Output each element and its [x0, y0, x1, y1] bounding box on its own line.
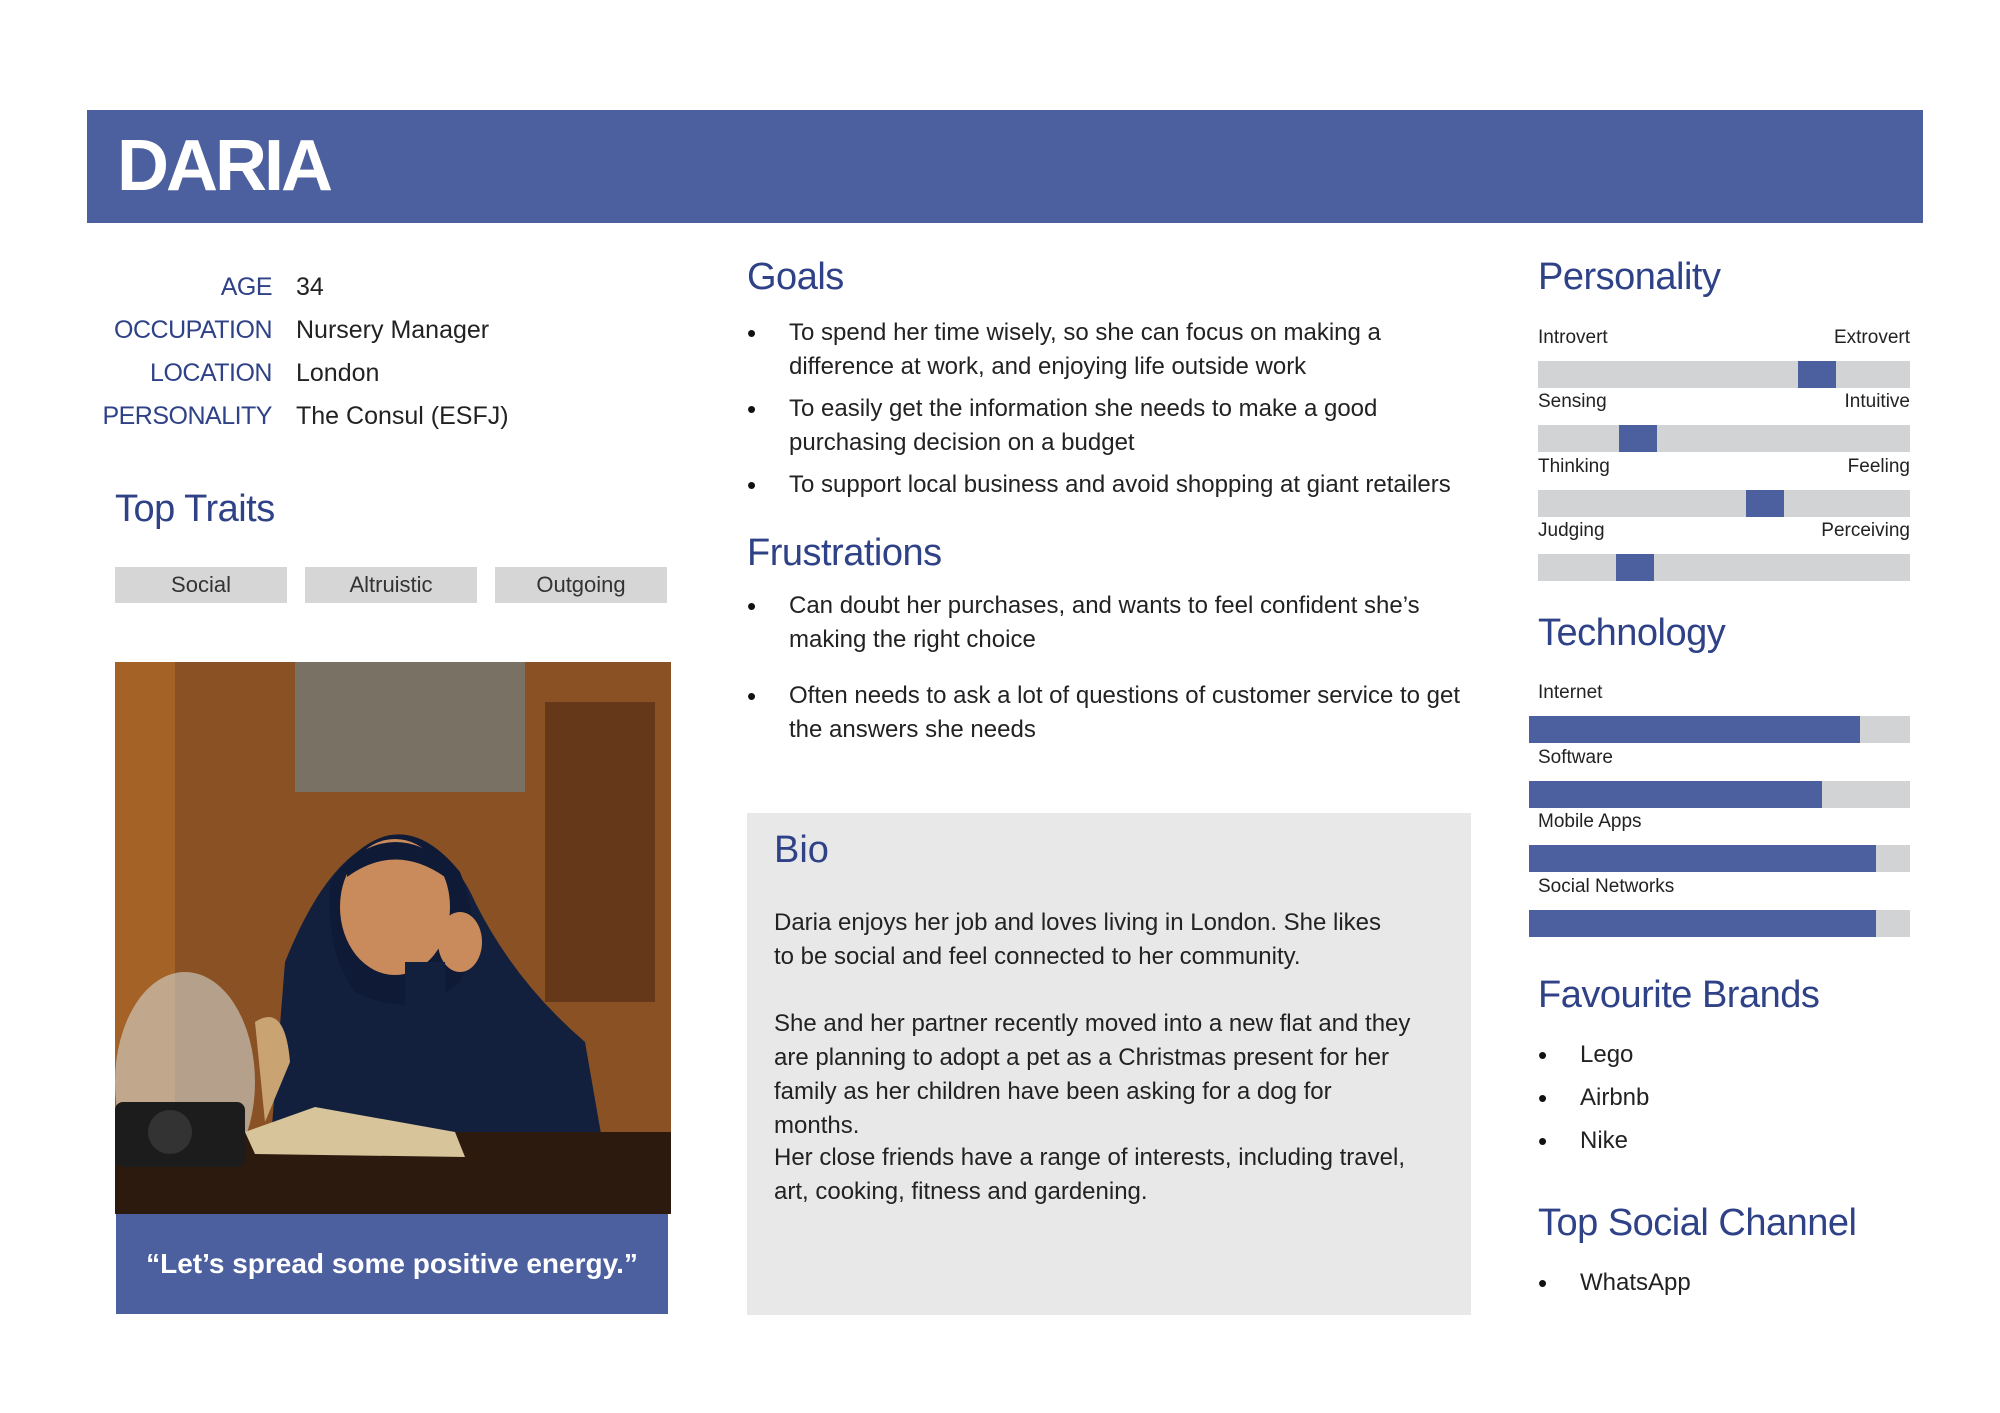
tech-bar-track	[1529, 845, 1910, 872]
tech-bar-fill	[1529, 845, 1876, 872]
list-item	[747, 679, 1487, 747]
bullet-icon: •	[1538, 1083, 1548, 1113]
info-value: Nursery Manager	[296, 316, 490, 344]
scale-right-label: Extrovert	[1833, 327, 1910, 348]
personality-scale-marker	[1619, 425, 1657, 452]
tech-bar-fill	[1529, 781, 1822, 808]
bio-panel	[747, 813, 1471, 1315]
persona-quote: “Let’s spread some positive energy.”	[116, 1214, 668, 1314]
top-traits-heading: Top Traits	[115, 488, 275, 530]
brand-name: Airbnb	[1580, 1084, 1650, 1111]
frustration-text: the answers she needs	[789, 716, 1036, 743]
bullet-icon: •	[1538, 1126, 1548, 1156]
tech-bar-track	[1529, 716, 1910, 743]
scale-right-label: Intuitive	[1844, 391, 1910, 412]
scale-left-label: Introvert	[1538, 327, 1608, 348]
bio-line: are planning to adopt a pet as a Christmas present for her	[774, 1044, 1390, 1071]
frustration-text: making the right choice	[789, 626, 1036, 653]
info-value: London	[296, 359, 380, 387]
info-label: OCCUPATION	[114, 316, 272, 344]
brand-name: Lego	[1580, 1041, 1634, 1068]
persona-photo-illustration	[115, 662, 671, 1214]
scale-left-label: Judging	[1538, 520, 1605, 541]
frustrations-list	[747, 589, 1487, 747]
tech-bar-track	[1529, 781, 1910, 808]
info-row-occupation	[100, 309, 509, 352]
tech-bar-fill	[1529, 716, 1860, 743]
tech-label: Mobile Apps	[1538, 811, 1642, 832]
bullet-icon: •	[747, 470, 757, 500]
tech-label: Internet	[1538, 682, 1603, 703]
bio-line: Her close friends have a range of interests, including travel,	[774, 1144, 1405, 1171]
persona-photo	[115, 662, 671, 1214]
goals-heading: Goals	[747, 256, 844, 298]
header-banner	[87, 110, 1923, 223]
bio-line: family as her children have been asking for a dog for months.	[774, 1078, 1332, 1139]
personality-scale-marker	[1616, 554, 1654, 581]
personality-scale-track	[1538, 554, 1910, 581]
goal-text: To support local business and avoid shopping at giant retailers	[789, 471, 1451, 498]
list-item	[747, 468, 1487, 502]
list-item	[747, 316, 1487, 384]
traits-list	[115, 567, 667, 603]
tech-bar-track	[1529, 910, 1910, 937]
trait-chip: Altruistic	[305, 567, 477, 603]
goal-text: To easily get the information she needs to make a good	[789, 395, 1378, 422]
brand-name: Nike	[1580, 1127, 1629, 1154]
social-list	[1538, 1266, 1691, 1300]
frustration-text: Can doubt her purchases, and wants to feel confident she’s	[789, 592, 1420, 619]
goals-list	[747, 316, 1487, 502]
frustration-text: Often needs to ask a lot of questions of customer service to get	[789, 682, 1461, 709]
bullet-icon: •	[747, 318, 757, 348]
bullet-icon: •	[1538, 1268, 1548, 1298]
persona-info	[100, 266, 509, 438]
bio-paragraph	[774, 1141, 1414, 1209]
info-value: 34	[296, 273, 324, 301]
list-item	[1538, 1266, 1691, 1300]
personality-scale-marker	[1746, 490, 1784, 517]
goal-text: difference at work, and enjoying life outside work	[789, 353, 1307, 380]
info-label: LOCATION	[150, 359, 272, 387]
personality-scale-marker	[1798, 361, 1836, 388]
bio-line: She and her partner recently moved into a new flat and they	[774, 1010, 1411, 1037]
bio-line: Daria enjoys her job and loves living in London. She likes	[774, 909, 1382, 936]
bullet-icon: •	[747, 394, 757, 424]
info-label: AGE	[220, 273, 272, 301]
personality-heading: Personality	[1538, 256, 1721, 298]
bio-paragraph	[774, 1007, 1414, 1143]
tech-bar-fill	[1529, 910, 1876, 937]
goal-text: purchasing decision on a budget	[789, 429, 1135, 456]
bullet-icon: •	[747, 591, 757, 621]
scale-right-label: Feeling	[1847, 456, 1910, 477]
trait-chip: Social	[115, 567, 287, 603]
personality-scale-track	[1538, 490, 1910, 517]
list-item	[1538, 1124, 1649, 1158]
social-heading: Top Social Channel	[1538, 1202, 1857, 1244]
info-row-personality	[100, 395, 509, 438]
brands-list	[1538, 1038, 1649, 1158]
bullet-icon: •	[747, 681, 757, 711]
brands-heading: Favourite Brands	[1538, 974, 1820, 1016]
info-row-location	[100, 352, 509, 395]
personality-scale-track	[1538, 425, 1910, 452]
bullet-icon: •	[1538, 1040, 1548, 1070]
bio-paragraph	[774, 906, 1414, 974]
scale-left-label: Sensing	[1538, 391, 1607, 412]
bio-line: art, cooking, fitness and gardening.	[774, 1178, 1148, 1205]
info-value: The Consul (ESFJ)	[296, 402, 509, 430]
frustrations-heading: Frustrations	[747, 532, 942, 574]
list-item	[747, 392, 1487, 460]
info-row-age	[100, 266, 509, 309]
tech-label: Software	[1538, 747, 1613, 768]
trait-chip: Outgoing	[495, 567, 667, 603]
list-item	[747, 589, 1487, 657]
persona-name: DARIA	[117, 126, 330, 206]
social-channel-name: WhatsApp	[1580, 1269, 1691, 1296]
technology-heading: Technology	[1538, 612, 1726, 654]
scale-right-label: Perceiving	[1821, 520, 1910, 541]
personality-scale-track	[1538, 361, 1910, 388]
tech-label: Social Networks	[1538, 876, 1675, 897]
bio-heading: Bio	[774, 829, 829, 871]
bio-line: to be social and feel connected to her community.	[774, 943, 1301, 970]
list-item	[1538, 1081, 1649, 1115]
info-label: PERSONALITY	[102, 402, 272, 430]
list-item	[1538, 1038, 1649, 1072]
scale-left-label: Thinking	[1538, 456, 1610, 477]
goal-text: To spend her time wisely, so she can focus on making a	[789, 319, 1381, 346]
